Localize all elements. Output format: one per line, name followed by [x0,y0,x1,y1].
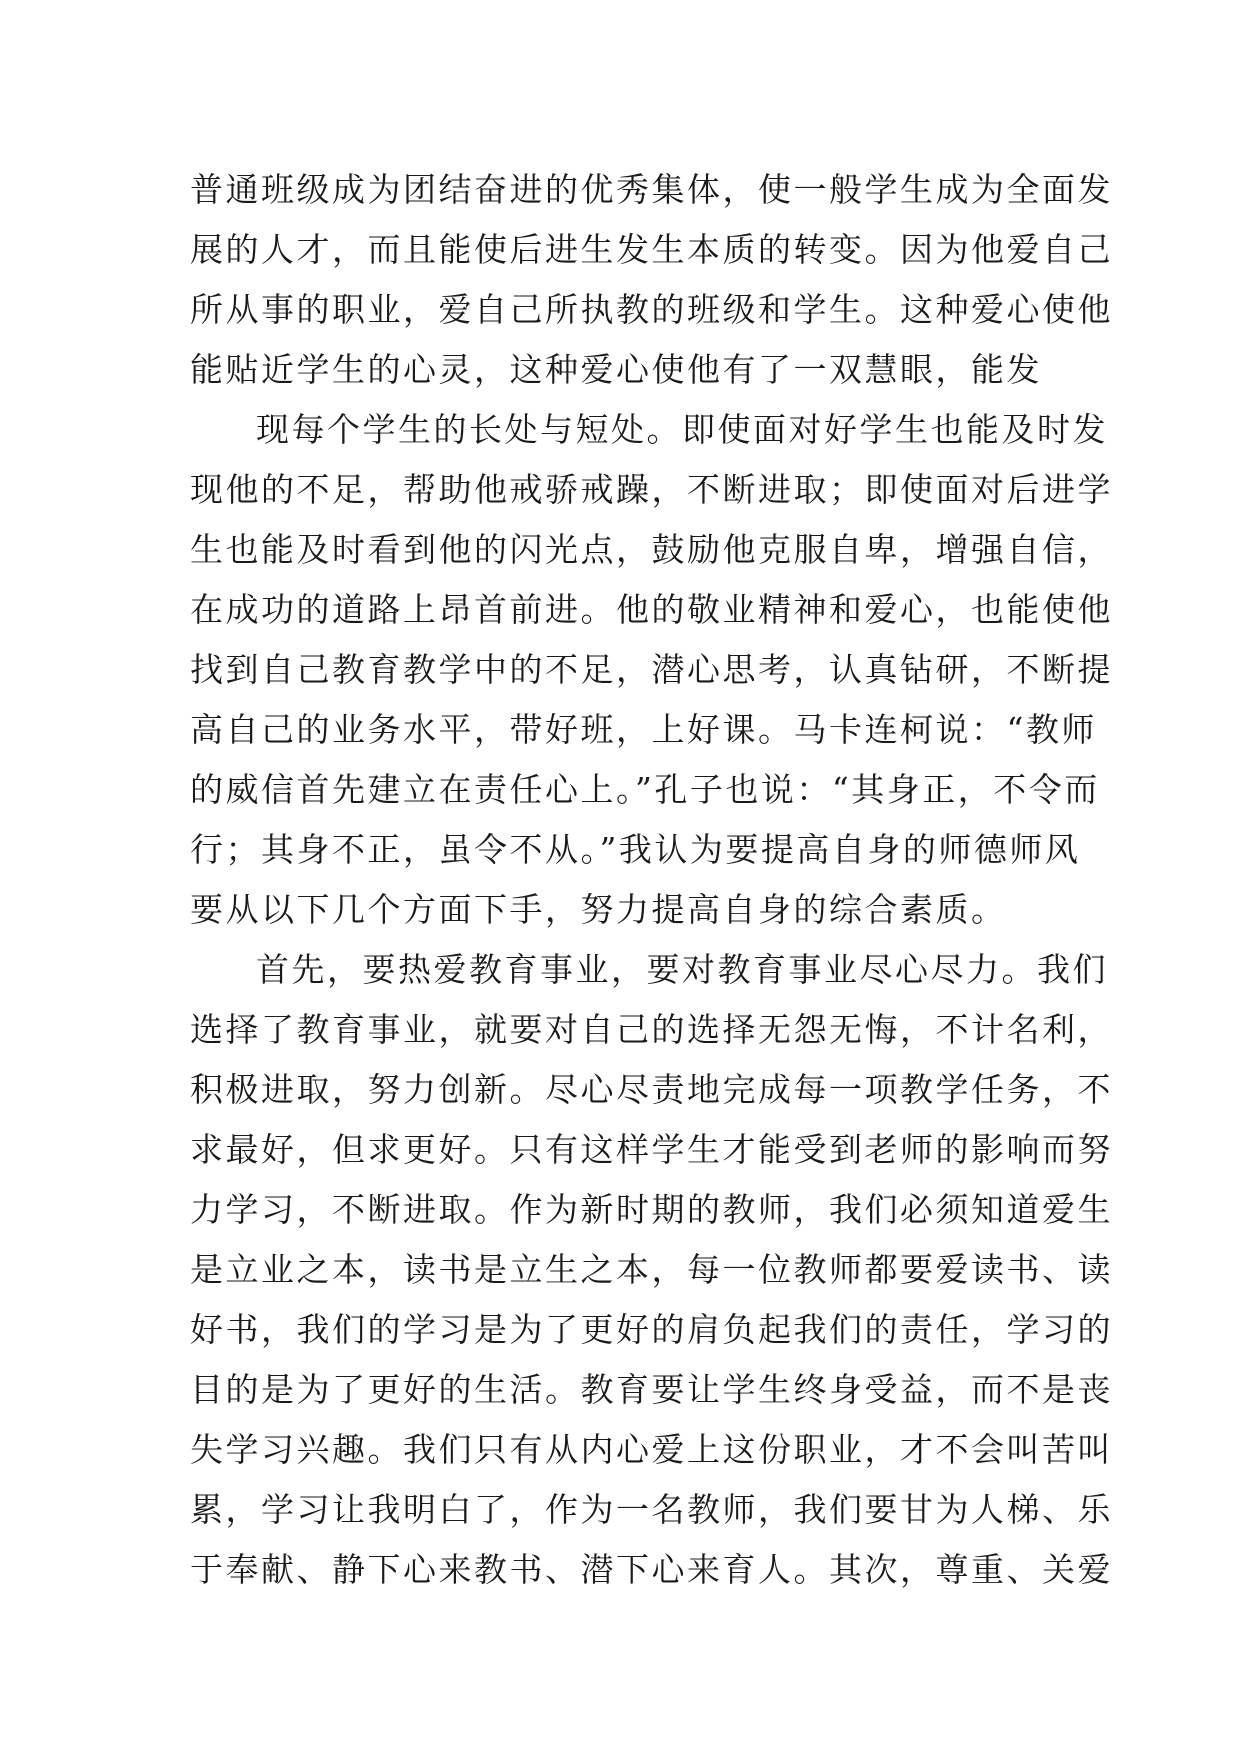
text-line: 目的是为了更好的生活。教育要让学生终身受益，而不是丧 [190,1370,1113,1409]
text-line: 行；其身不正，虽令不从。”我认为要提高自身的师德师风 [190,830,1081,869]
text-line: 好书，我们的学习是为了更好的肩负起我们的责任，学习的 [190,1310,1113,1349]
text-line: 能贴近学生的心灵，这种爱心使他有了一双慧眼，能发 [190,350,1042,389]
text-line: 所从事的职业，爱自己所执教的班级和学生。这种爱心使他 [190,290,1113,329]
text-line: 力学习，不断进取。作为新时期的教师，我们必须知道爱生 [190,1190,1113,1229]
text-line: 失学习兴趣。我们只有从内心爱上这份职业，才不会叫苦叫 [190,1430,1113,1469]
text-line: 累，学习让我明白了，作为一名教师，我们要甘为人梯、乐 [190,1490,1113,1529]
text-line: 首先，要热爱教育事业，要对教育事业尽心尽力。我们 [256,950,1108,989]
text-line: 生也能及时看到他的闪光点，鼓励他克服自卑，增强自信， [190,530,1113,569]
text-line: 求最好，但求更好。只有这样学生才能受到老师的影响而努 [190,1130,1113,1169]
text-line: 是立业之本，读书是立生之本，每一位教师都要爱读书、读 [190,1250,1113,1289]
text-line: 现他的不足，帮助他戒骄戒躁，不断进取；即使面对后进学 [190,470,1113,509]
text-line: 现每个学生的长处与短处。即使面对好学生也能及时发 [256,410,1108,449]
text-line: 在成功的道路上昂首前进。他的敬业精神和爱心，也能使他 [190,590,1113,629]
text-line: 选择了教育事业，就要对自己的选择无怨无悔，不计名利， [190,1010,1113,1049]
text-line: 积极进取，努力创新。尽心尽责地完成每一项教学任务，不 [190,1070,1113,1109]
text-line: 展的人才，而且能使后进生发生本质的转变。因为他爱自己 [190,230,1113,269]
body-text [190,160,1113,1600]
text-line: 高自己的业务水平，带好班，上好课。马卡连柯说：“教师 [190,710,1097,749]
text-line: 普通班级成为团结奋进的优秀集体，使一般学生成为全面发 [190,170,1113,209]
text-line: 的威信首先建立在责任心上。”孔子也说：“其身正，不令而 [190,770,1100,809]
text-line: 找到自己教育教学中的不足，潜心思考，认真钻研，不断提 [190,650,1113,689]
text-line: 于奉献、静下心来教书、潜下心来育人。其次，尊重、关爱 [190,1550,1113,1589]
text-line: 要从以下几个方面下手，努力提高自身的综合素质。 [190,890,1007,929]
